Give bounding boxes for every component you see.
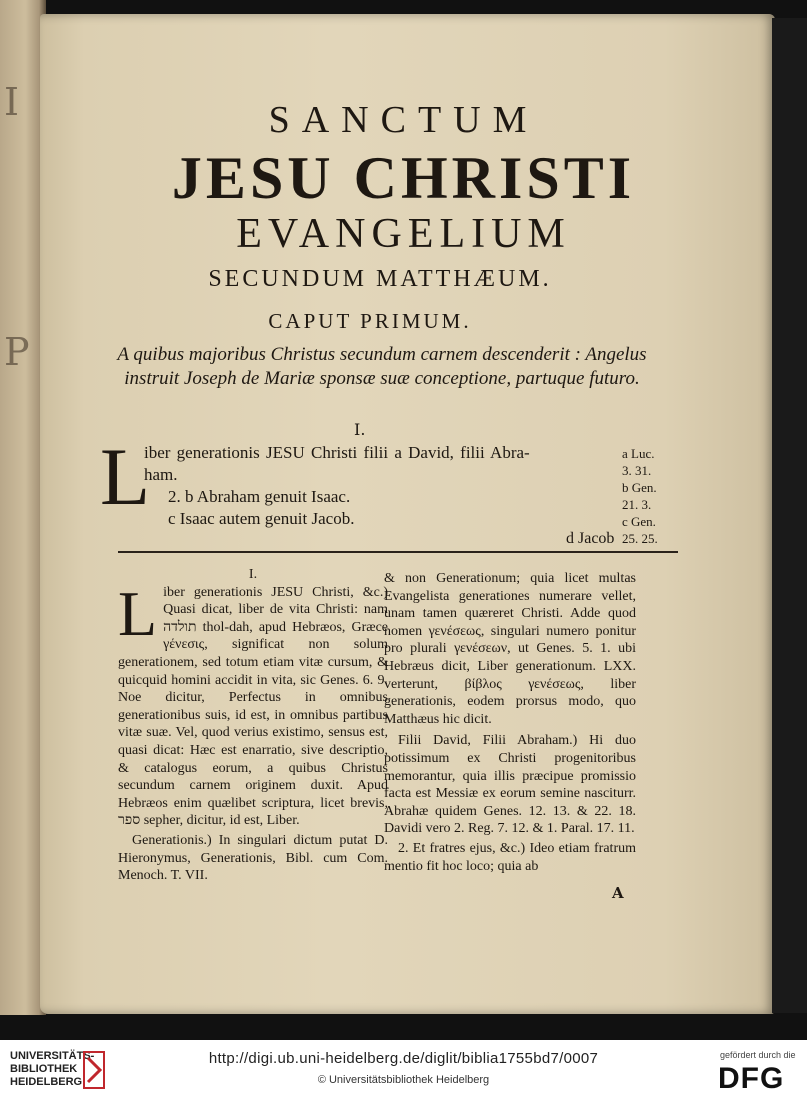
verse-3: c Isaac autem genuit Jacob. (168, 509, 355, 528)
title-line-2: JESU CHRISTI (171, 145, 636, 211)
note-text: 2. Et fratres ejus, &c.) Ideo etiam fratrum mentio fit hoc loco; quia ab (384, 840, 636, 874)
funding-label: gefördert durch die (720, 1050, 796, 1060)
dfg-logo[interactable]: DFG (718, 1062, 785, 1095)
library-name-line: BIBLIOTHEK (10, 1063, 78, 1075)
note-text: Generationis.) In singulari dictum putat D. Hieronymus, Generationis, Bibl. cum Com. Menoch. T. VII. (118, 832, 388, 884)
catch-jacob: d Jacob (566, 530, 615, 547)
title-line-3: EVANGELIUM (236, 211, 571, 257)
note-number: I. (248, 567, 258, 582)
library-name-line: UNIVERSITÄTS- (10, 1050, 95, 1062)
margin-ref: a Luc. (622, 446, 655, 461)
note-text: & non Generationum; quia licet multas Evangelista generationes numerare vellet, unam tamen quæreret Christi. Adde quod nomen γενέσεως, singulari numero ponitur pro plurali γενέσεων, ut Genes. 5. 1. ubi Hebræus dicit, Liber generationum. LXX. verterunt, βίβλος γενέσεως, liber generationis, eodem prorsus modo, quo Matthæus hic dicit. (384, 571, 636, 727)
left-page-fragment: P (4, 330, 30, 374)
permalink-url[interactable]: http://digi.ub.uni-heidelberg.de/diglit/biblia1755bd7/0007 (208, 1050, 599, 1067)
verse-number: I. (354, 420, 366, 439)
viewer-footer (0, 1040, 807, 1102)
title-line-1: SANCTUM (268, 99, 539, 141)
margin-ref: 3. 31. (622, 463, 652, 478)
commentary-left-column (118, 566, 388, 885)
note-drop-cap: L (118, 577, 158, 649)
margin-ref: 25. 25. (622, 531, 658, 546)
chapter-heading: CAPUT PRIMUM. (268, 309, 472, 333)
left-page-fragment: I (4, 80, 20, 124)
verse-2: 2. b Abraham genuit Isaac. (168, 487, 351, 506)
commentary-right-column (384, 570, 636, 875)
divider-rule (118, 551, 678, 553)
verse-1-cont: ham. (144, 465, 178, 484)
margin-ref: 21. 3. (622, 497, 652, 512)
title-line-4: SECUNDUM MATTHÆUM. (208, 266, 552, 292)
catchword: A (612, 884, 624, 902)
margin-ref: b Gen. (622, 480, 657, 495)
chapter-summary: A quibus majoribus Christus secundum carnem descenderit : Angelus instruit Joseph de Mariæ sponsæ suæ conceptione, partuque futuro. (117, 344, 647, 389)
copyright-notice: © Universitätsbibliothek Heidelberg (317, 1074, 490, 1086)
margin-references (622, 445, 682, 547)
verse-drop-cap: L (100, 431, 151, 522)
margin-ref: c Gen. (622, 514, 656, 529)
note-text: Filii David, Filii Abraham.) Hi duo potissimum ex Christi progenitoribus memorantur, quia illis præcipue promissio facta est Messiæ ex eorum semine nasciturr. Abrahæ quidem Genes. 12. 13. & 22. 18. Davidi vero 2. Reg. 7. 12. & 1. Paral. 17. 11. (384, 733, 636, 837)
verse-1: iber generationis JESU Christi filii a David, filii Abra- (144, 443, 530, 462)
note-text: iber generationis JESU Christi, &c.) Quasi dicat, liber de vita Christi: nam תולדה thol-dah, apud Hebræos, Græce γένεσις, significat non solum generationem, sed totum etiam vitæ cursum, & quicquid homini accidit in vita, sic Genes. 6. 9. Noe dicitur, Perfectus in omnibus generationibus suis, id est, in omnibus partibus vitæ suæ. Vel, quod verius existimo, sensus est, quasi dicat: Hæc est enarratio, sive descriptio, & catalogus eorum, a quibus Christus secundum carnem originem duxit. Apud Hebræos enim quælibet scriptura, licet brevis, ספר sepher, dicitur, id est, Liber. (118, 584, 388, 829)
library-name-line: HEIDELBERG (10, 1076, 83, 1088)
